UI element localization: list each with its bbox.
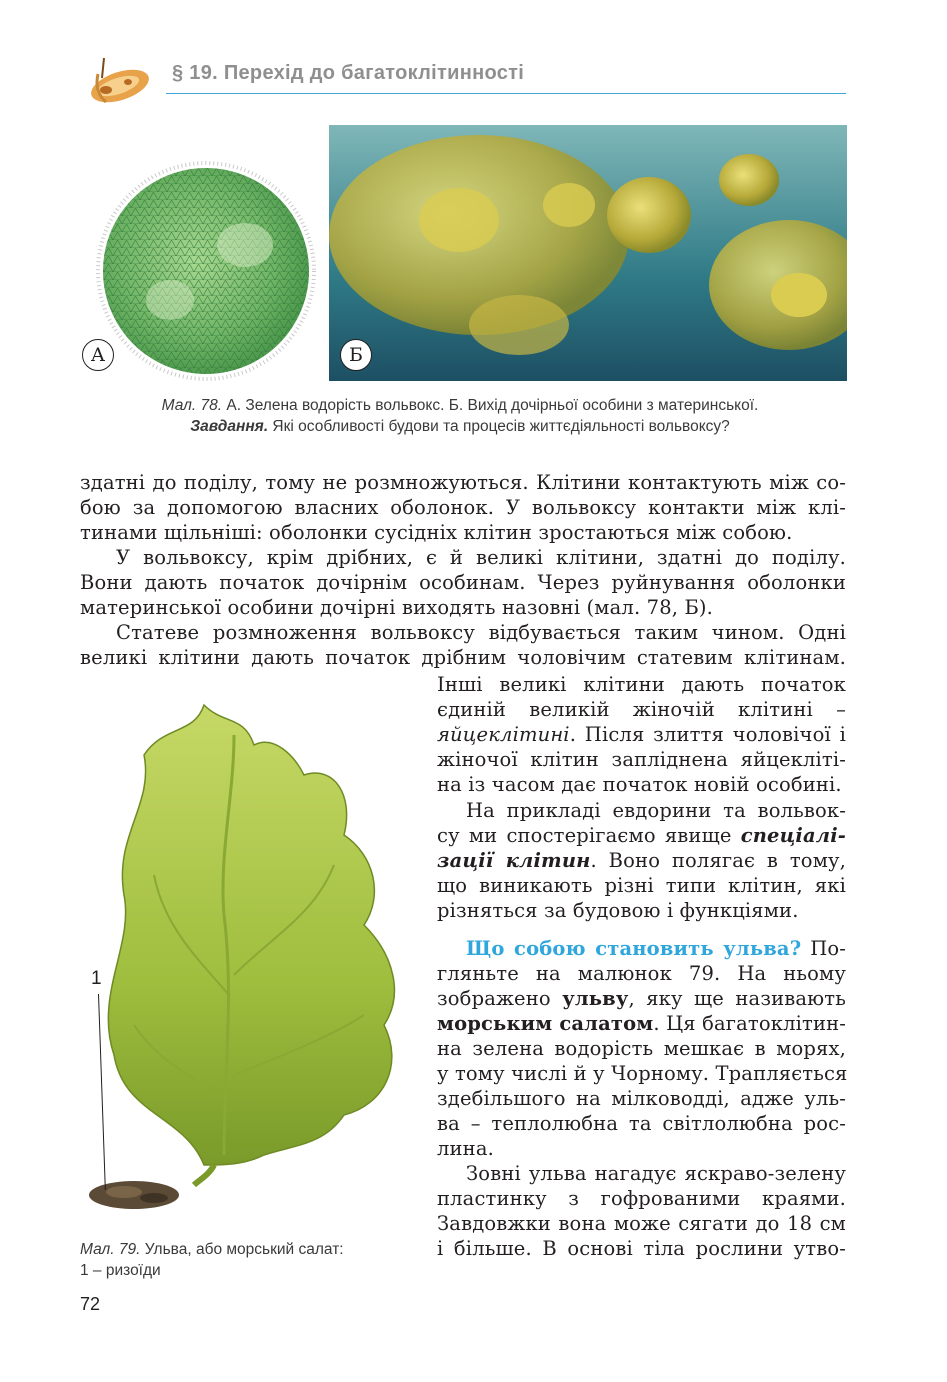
text-line: морським салатом. Ця багатоклітин-	[437, 1012, 846, 1035]
text-line: на із часом дає початок новій особині.	[437, 773, 842, 796]
text-line: Вони дають початок дочірнім особинам. Через руйнування оболонки	[80, 571, 846, 594]
text-line: гляньте на малюнок 79. На ньому	[437, 962, 846, 985]
term-specialization-cont: зації клітин	[437, 849, 591, 872]
text-line: бою за допомогою власних оболонок. У вольвоксу контакти між клі-	[80, 496, 846, 519]
figure-79-caption	[80, 1241, 344, 1259]
section-title: § 19. Перехід до багатоклітинності	[172, 62, 525, 84]
figure-78-caption-text: А. Зелена водорість вольвокс. Б. Вихід дочірньої особини з материнської.	[222, 397, 759, 414]
volvox-illustration	[95, 160, 317, 382]
term-specialization: спеціалі-	[740, 824, 846, 847]
text-line: різняться за будовою і функціями.	[437, 899, 799, 922]
text-line: Зовні ульва нагадує яскраво-зелену	[466, 1162, 846, 1185]
term-egg-cell: яйцеклітині	[437, 723, 570, 746]
text-line: що виникають різні типи клітин, які	[437, 874, 846, 897]
text-line: великі клітини дають початок дрібним чоловічим статевим клітинам.	[80, 646, 846, 669]
term-ulva: ульву	[562, 987, 629, 1010]
text-line: су ми спостерігаємо явище спеціалі-	[437, 824, 846, 847]
page-number: 72	[80, 1294, 101, 1314]
text-line: пластинку з гофрованими краями.	[437, 1187, 846, 1210]
ulva-illustration	[84, 695, 414, 1215]
text-line: на зелена водорість мешкає в морях,	[437, 1037, 846, 1060]
text-line: Статеве розмноження вольвоксу відбувається таким чином. Одні	[116, 621, 846, 644]
text-line: лина.	[437, 1137, 494, 1160]
figure-78-caption	[80, 397, 840, 415]
text-line: здатні до поділу, тому не розмножуються. Клітини контактують між со-	[80, 471, 846, 494]
header-divider	[166, 93, 846, 94]
figure-marker-a: А	[82, 339, 114, 371]
task-text: Які особливості будови та процесів життєдіяльності вольвоксу?	[268, 418, 730, 435]
text-line: здебільшого на мілководді, адже уль-	[437, 1087, 846, 1110]
text-line: зації клітин. Воно полягає в тому,	[437, 849, 846, 872]
text-line: На прикладі евдорини та вольвок-	[466, 799, 846, 822]
figure-marker-b: Б	[340, 339, 372, 371]
text-line: зображено ульву, яку ще називають	[437, 987, 846, 1010]
text-line: і більше. В основі тіла рослини утво-	[437, 1237, 846, 1260]
text-line: Що собою становить ульва? По-	[466, 937, 847, 960]
rhizoid-label: 1	[91, 968, 102, 989]
text-line: єдиній великій жіночій клітині –	[437, 698, 846, 721]
text-line: У вольвоксу, крім дрібних, є й великі клітини, здатні до поділу.	[116, 546, 846, 569]
figure-79-label: Мал. 79.	[80, 1241, 141, 1258]
text-line: Завдовжки вона може сягати до 18 см	[437, 1212, 846, 1235]
paramecium-icon	[84, 48, 154, 110]
text-line: тинами щільніші: оболонки сусідніх клітин зростаються між собою.	[80, 521, 793, 544]
text-line: материнської особини дочірні виходять назовні (мал. 78, Б).	[80, 596, 714, 619]
text-line: жіночої клітин запліднена яйцеклітi-	[437, 748, 846, 771]
volvox-colony-illustration	[329, 125, 847, 381]
term-sea-lettuce: морським салатом	[437, 1012, 654, 1035]
figure-79-caption-text: Ульва, або морський салат:	[140, 1241, 344, 1258]
section-question: Що собою становить ульва?	[466, 937, 802, 960]
task-label: Завдання.	[190, 418, 269, 435]
text-line: Інші великі клітини дають початок	[437, 673, 846, 696]
figure-78-label: Мал. 78.	[161, 397, 223, 414]
text-line: яйцеклітині. Після злиття чоловічої і	[437, 723, 846, 746]
figure-79-caption-line2: 1 – ризоїди	[80, 1262, 161, 1279]
figure-78-task	[80, 418, 840, 436]
text-line: ва – теплолюбна та світлолюбна рос-	[437, 1112, 846, 1135]
text-line: у тому числі й у Чорному. Трапляється	[437, 1062, 848, 1085]
